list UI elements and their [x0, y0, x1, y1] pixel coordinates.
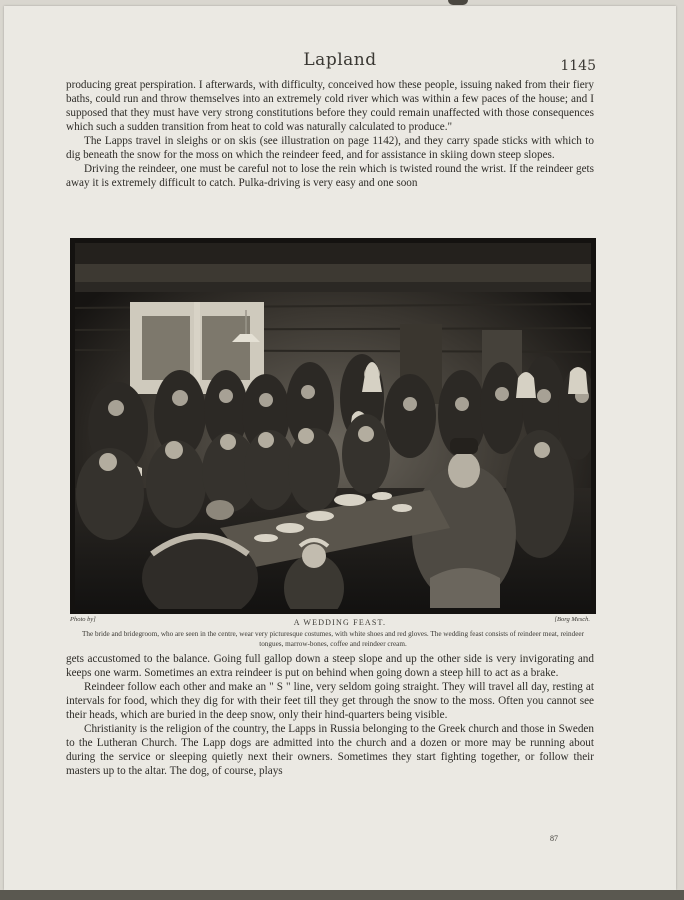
book-page [4, 6, 676, 890]
paragraph: Christianity is the religion of the country, the Lapps in Russia belonging to the Greek church and those in Sweden to the Lutheran Church. The Lapp dogs are admitted into the church and a dozen or more may be running about during the service or sleeping quietly next their owners. Sometimes they start fighting together, or follow their masters up to the altar. The dog, of course, plays [66, 723, 594, 777]
wedding-feast-photo [70, 238, 596, 614]
binding-hole [448, 0, 468, 5]
page-number: 1145 [560, 58, 596, 74]
paragraph: The Lapps travel in sleighs or on skis (see illustration on page 1142), and they carry spade sticks with which to dig beneath the snow for the moss on which the reindeer feed, and for assistance in skiing down steep slopes. [66, 135, 594, 161]
photo-image [70, 238, 596, 614]
photo-credit-label: Photo by] [70, 616, 96, 623]
running-head: Lapland [303, 50, 377, 70]
paragraph: Driving the reindeer, one must be careful not to lose the rein which is twisted round the wrist. If the reindeer gets away it is extremely difficult to catch. Pulka-driving is very easy and one soon [66, 163, 594, 189]
figure-caption: The bride and bridegroom, who are seen in the centre, wear very picturesque costumes, with white shoes and red gloves. The wedding feast consists of reindeer meat, reindeer tongues, marrow-bones, coffee and reindeer cream. [81, 630, 585, 648]
signature-mark: 87 [550, 834, 558, 843]
paragraph: gets accustomed to the balance. Going full gallop down a steep slope and up the other side is very invigorating and keeps one warm. Sometimes an extra reindeer is put on behind when going down a steep hill to act as a brake. [66, 653, 594, 679]
body-text-top [66, 78, 594, 190]
window [130, 302, 264, 394]
scan-edge [0, 890, 684, 900]
paragraph: producing great perspiration. I afterwards, with difficulty, conceived how these people, issuing naked from their fiery baths, could run and throw themselves into an extremely cold river which was within a few paces of the house; and I supposed that they must have very strong constitutions before they could remain unaffected with those consequences which such a sudden transition from heat to cold was naturally calculated to produce." [66, 79, 594, 133]
figure-title: A WEDDING FEAST. [293, 618, 387, 627]
paragraph: Reindeer follow each other and make an " S " line, very seldom going straight. They will travel all day, resting at intervals for food, which they dig for with their feet till they get through the snow to the moss. Often you cannot see their heads, which are buried in the deep snow, only their hind-quarters being visible. [66, 681, 594, 721]
photographer-name: [Borg Mesch. [554, 616, 590, 623]
body-text-bottom [66, 652, 594, 778]
